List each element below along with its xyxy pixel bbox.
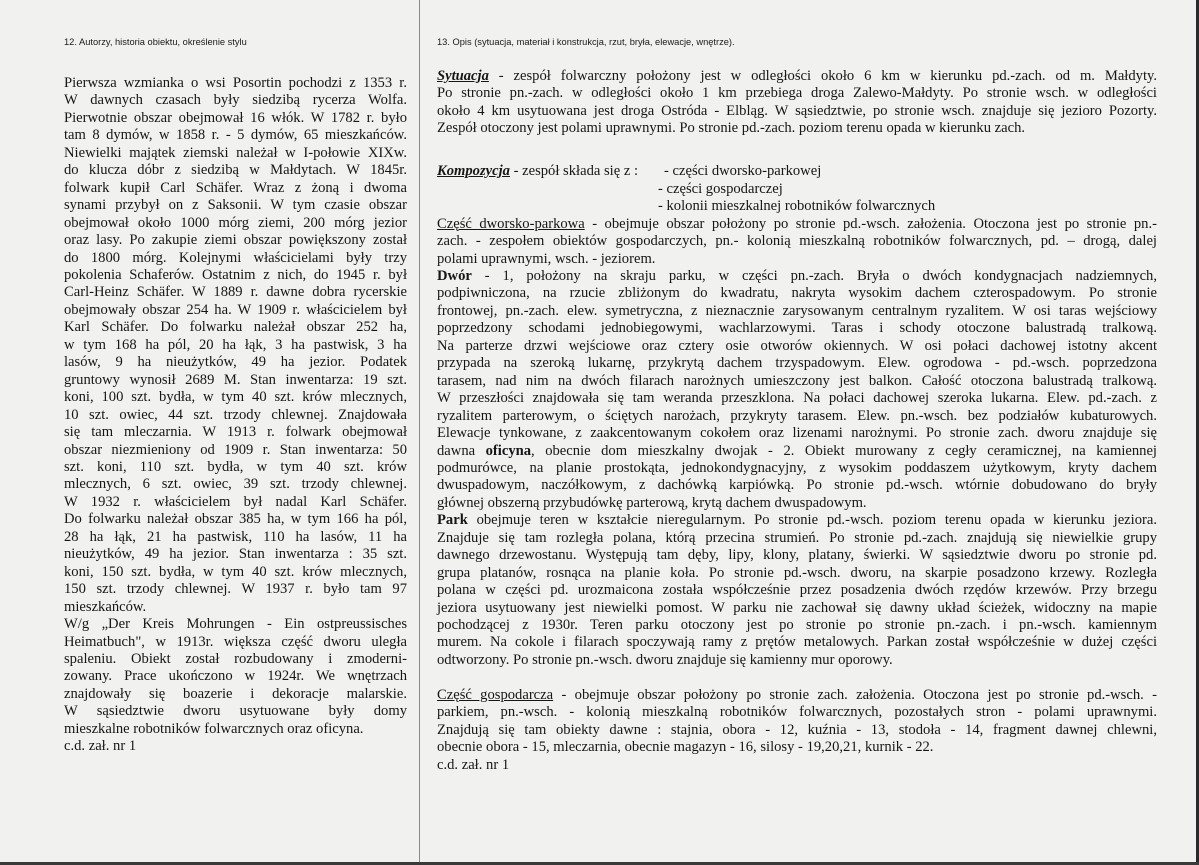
dworsko-line: Część dworsko-parkowa - obejmuje obszar położony po stronie pd.-wsch. założenia. Otoczona jest po stronie pn.- xyxy=(437,215,1157,232)
text-line: przypada na szeroką lukarnę, przykrytą dachem trzyspadowym. Elew. ogrodowa - pd.-wsch. poprzedzona xyxy=(437,355,1157,372)
text-line: zach. - zespołem obiektów gospodarczych, pn.- kolonią mieszkalną robotników folwarcznych, pd. – drogą, dalej xyxy=(437,233,1157,250)
dwor-heading: Dwór xyxy=(437,267,472,284)
text-line: polami uprawnymi, wsch. - jeziorem. xyxy=(437,250,656,267)
kompozycja-item: - części dworsko-parkowej xyxy=(664,163,822,180)
text-line: tarasem, nad nim na dwóch filarach narożnych umieszczony jest balkon. Całość otoczona balustradą tralkową. xyxy=(437,372,1157,389)
text-line: szt. koni, 110 szt. bydła, w tym 40 szt. krów xyxy=(64,458,407,475)
text-line: mieszkalne robotników folwarcznych oraz oficyna. xyxy=(64,720,364,737)
kompozycja-heading: Kompozycja xyxy=(437,163,510,180)
gospodarcza-line: Część gospodarcza - obejmuje obszar położony po stronie zach. założenia. Otoczona jest po stronie pd.-wsch. - xyxy=(437,686,1157,703)
text-line: W sąsiedztwie dworu usytuowane były domy xyxy=(64,703,407,720)
text-line: Na parterze drzwi wejściowe oraz cztery osie otworów okiennych. W osi połaci dachowej istotny akcent xyxy=(437,337,1157,354)
text-line: Pierwsza wzmianka o wsi Posortin pochodzi z 1353 r. xyxy=(64,75,407,91)
text-line: tam 8 dymów, w 1858 r. - 5 dymów, 65 mieszkańców. xyxy=(64,127,407,144)
history-text xyxy=(64,75,407,756)
section-13-header: 13. Opis (sytuacja, materiał i konstrukcja, rzut, bryła, elewacje, wnętrze). xyxy=(437,37,735,47)
text-line: spaleniu. Obiekt został rozbudowany i zmoderni- xyxy=(64,650,407,667)
text-line: oraz lasy. Po zakupie ziemi obszar powiększony został xyxy=(64,232,407,249)
text-line: koni, 150 szt. bydła, w tym 40 szt. krów mlecznych, xyxy=(64,563,407,580)
column-divider xyxy=(419,0,420,865)
section-12-header: 12. Autorzy, historia obiektu, określenie stylu xyxy=(64,37,247,47)
spacer xyxy=(437,138,1157,155)
text-line: jeziora usytuowany jest niewielki pomost. W parku nie zachował się dawny układ ścieżek, widoczny na mapie xyxy=(437,599,1157,616)
text-line: frontowej, pn.-zach. elew. symetryczna, z nieznacznie zarysowanym centralnym ryzalitem. W osi taras wejściowy xyxy=(437,302,1157,319)
dworsko-heading: Część dworsko-parkowa xyxy=(437,215,585,232)
text-line: W/g „Der Kreis Mohrungen - Ein ostpreussisches xyxy=(64,616,407,633)
text-line: obszar niezmieniony od 1909 r. Stan inwentarza: 50 xyxy=(64,441,407,458)
text-line: Pierwotnie obszar obejmował 16 włók. W 1782 r. było xyxy=(64,109,407,126)
text-line: podmurówce, na planie prostokąta, jednokondygnacyjny, z wysokim poddaszem użytkowym, kryty dachem xyxy=(437,459,1157,476)
text-line: Znajdują się tam obiekty dawne : stajnia, obora - 12, kuźnia - 13, stodoła - 14, fragment dawnej chlewni, xyxy=(437,721,1157,738)
text-line: poprzedzony schodami jednobiegowymi, wachlarzowymi. Taras i schody otoczone balustradą tralkową. xyxy=(437,320,1157,337)
text-line: głównej obszerną przybudówkę parterową, krytą dachem dwuspadowym. xyxy=(437,494,867,511)
text-line: synami przybył on z Saksonii. W tym czasie obszar xyxy=(64,197,407,214)
gospodarcza-heading: Część gospodarcza xyxy=(437,686,554,703)
text-line: gruntowy wynosił 2689 M. Stan inwentarza: 19 szt. xyxy=(64,371,407,388)
text-line: grupa platanów, rosnąca na planie koła. Po stronie pd.-wsch. dworu, na skarpie posadzono krzewy. Rozległa xyxy=(437,564,1157,581)
text-line: lasów, 9 ha nieużytków, 49 ha jezior. Podatek xyxy=(64,354,407,371)
text-line: ryzalitem parterowym, o ściętych narożach, przykryty tarasem. Elew. pn.-wsch. bez podziałów kubaturowych. xyxy=(437,407,1157,424)
text-line: Karl Schäfer. Do folwarku należał obszar 252 ha, xyxy=(64,319,407,336)
text-line: Carl-Heinz Schäfer. W 1889 r. dawne dobra rycerskie xyxy=(64,284,407,301)
text-line: mlecznych, 6 szt. owiec, 39 szt. trzody chlewnej. xyxy=(64,476,407,493)
text-line: W dawnych czasach były siedzibą rycerza Wolfa. xyxy=(64,92,407,109)
text-line: murem. Na cokole i filarach spoczywają ramy z prętów metalowych. Parkan został współcześnie w dużej części xyxy=(437,634,1157,651)
oficyna-line: dawna oficyna, obecnie dom mieszkalny dwojak - 2. Obiekt murowany z cegły ceramicznej, na kamiennej xyxy=(437,442,1157,459)
text-line: Zespół otoczony jest polami uprawnymi. Po stronie pd.-zach. poziom terenu opada w kierunku zach. xyxy=(437,120,1026,137)
text-line: mieszkańców. xyxy=(64,598,147,615)
text-line: w tym 168 ha pól, 20 ha łąk, 3 ha pastwisk, 3 ha xyxy=(64,336,407,353)
kompozycja-item: - kolonii mieszkalnej robotników folwarcznych xyxy=(658,198,936,215)
text-line: podpiwniczona, na rzucie zbliżonym do kwadratu, nakryta wysokim dachem czterospadowym. Po stronie xyxy=(437,285,1157,302)
continuation-note: c.d. zał. nr 1 xyxy=(64,738,137,755)
text-line: obecnie obora - 15, mleczarnia, obecnie magazyn - 16, silosy - 19,20,21, kurnik - 22. xyxy=(437,739,934,756)
text-line: 150 szt. trzody chlewnej. W 1937 r. było tam 97 xyxy=(64,581,407,598)
sytuacja-line: Sytuacja - zespół folwarczny położony jest w odległości około 6 km w kierunku pd.-zach. od m. Małdyty. xyxy=(437,68,1157,84)
dwor-line: Dwór - 1, położony na skraju parku, w części pn.-zach. Bryła o dwóch kondygnacjach nadziemnych, xyxy=(437,267,1157,284)
sytuacja-heading: Sytuacja xyxy=(437,68,489,84)
text-line: około 4 km usytuowana jest droga Ostróda - Elbląg. W sąsiedztwie, po stronie wsch. znajduje się jezioro Pozorty. xyxy=(437,102,1157,119)
text-line: Znajduje się tam rozległa polana, którą przecina strumień. Po stronie pd.-zach. znajdują się niewielkie grupy xyxy=(437,529,1157,546)
text-line: Po stronie pn.-zach. w odległości około 1 km przebiega droga Zalewo-Małdyty. Po stronie wsch. w odległości xyxy=(437,85,1157,102)
text-line: 10 szt. owiec, 44 szt. trzody chlewnej. Znajdowała xyxy=(64,406,407,423)
kompozycja-line: Kompozycja - zespół składa się z : - części dworsko-parkowej xyxy=(437,163,822,180)
text-line: Heimatbuch", w 1913r. większa część dworu uległa xyxy=(64,633,407,650)
continuation-note: c.d. zał. nr 1 xyxy=(437,756,510,773)
text-line: dwuspadowym, naczółkowym, z dachówką karpiówką. Po stronie pd.-wsch. wtórnie dobudowano do bryły xyxy=(437,477,1157,494)
text-line: dawnego drzewostanu. Występują tam dęby, lipy, klony, platany, świerki. W sąsiedztwie dworu po stronie pd. xyxy=(437,547,1157,564)
text-line: obejmował około 1000 mórg ziemi, 200 mórg jezior xyxy=(64,214,407,231)
text-line: odtworzony. Po stronie pn.-wsch. dworu znajduje się kamienny mur oporowy. xyxy=(437,651,893,668)
text-line: obejmowały obszar 254 ha. W 1909 r. właścicielem był xyxy=(64,301,407,318)
text-line: znajdowały się boazerie i dekoracje malarskie. xyxy=(64,685,407,702)
park-heading: Park xyxy=(437,512,468,529)
text-line: zowany. Prace ukończono w 1924r. We wnętrzach xyxy=(64,668,407,685)
text-line: do 1800 mórg. Kolejnymi właścicielami były trzy xyxy=(64,249,407,266)
text-line: Niewielki majątek ziemski należał w I-połowie XIXw. xyxy=(64,144,407,161)
text-line: Elewacje tynkowane, z zaakcentowanym cokołem oraz lizenami narożnymi. Po stronie zach. dworu znajduje się xyxy=(437,425,1157,442)
text-line: do klucza dóbr z siedzibą w Małdytach. W 1845r. xyxy=(64,162,407,179)
text-line: pochodzącej z 1930r. Teren parku otoczony jest po stronie po stronie pn.-zach. i pn.-wsch. kamiennym xyxy=(437,617,1157,634)
park-line: Park obejmuje teren w kształcie nieregularnym. Po stronie pd.-wsch. poziom terenu opada w kierunku jeziora. xyxy=(437,512,1157,529)
oficyna-heading: oficyna xyxy=(485,442,532,459)
description-text xyxy=(437,68,1157,774)
spacer xyxy=(437,669,1157,686)
text-line: pokolenia Schaferów. Ostatnim z nich, do 1945 r. był xyxy=(64,266,407,283)
text-line: polana w części pd. urozmaicona została współcześnie przez posadzenia dwóch rzędów krzewów. Przy brzegu xyxy=(437,582,1157,599)
text-line: parkiem, pn.-wsch. - kolonią mieszkalną robotników folwarcznych, pozostałych stron - polami uprawnymi. xyxy=(437,704,1157,721)
text-line: folwark kupił Carl Schäfer. Wraz z żoną i dwoma xyxy=(64,179,407,196)
text-line: W przeszłości znajdowała się tam weranda przeszklona. Na połaci dachowej szeroka lukarna. Elew. pd.-zach. z xyxy=(437,390,1157,407)
text-line: W 1932 r. właścicielem był nadal Karl Schäfer. xyxy=(64,493,407,510)
text-line: się tam mleczarnia. W 1913 r. folwark obejmował xyxy=(64,424,407,441)
kompozycja-item: - części gospodarczej xyxy=(658,180,783,197)
text-line: nieużytków, 49 ha jezior. Stan inwentarza : 35 szt. xyxy=(64,546,407,563)
spacer xyxy=(437,155,1157,163)
text-line: koni, 100 szt. bydła, w tym 40 szt. krów mlecznych, xyxy=(64,389,407,406)
text-line: 28 ha łąk, 21 ha pastwisk, 110 ha lasów, 11 ha xyxy=(64,528,407,545)
text-line: Do folwarku należał obszar 385 ha, w tym 166 ha pól, xyxy=(64,511,407,528)
